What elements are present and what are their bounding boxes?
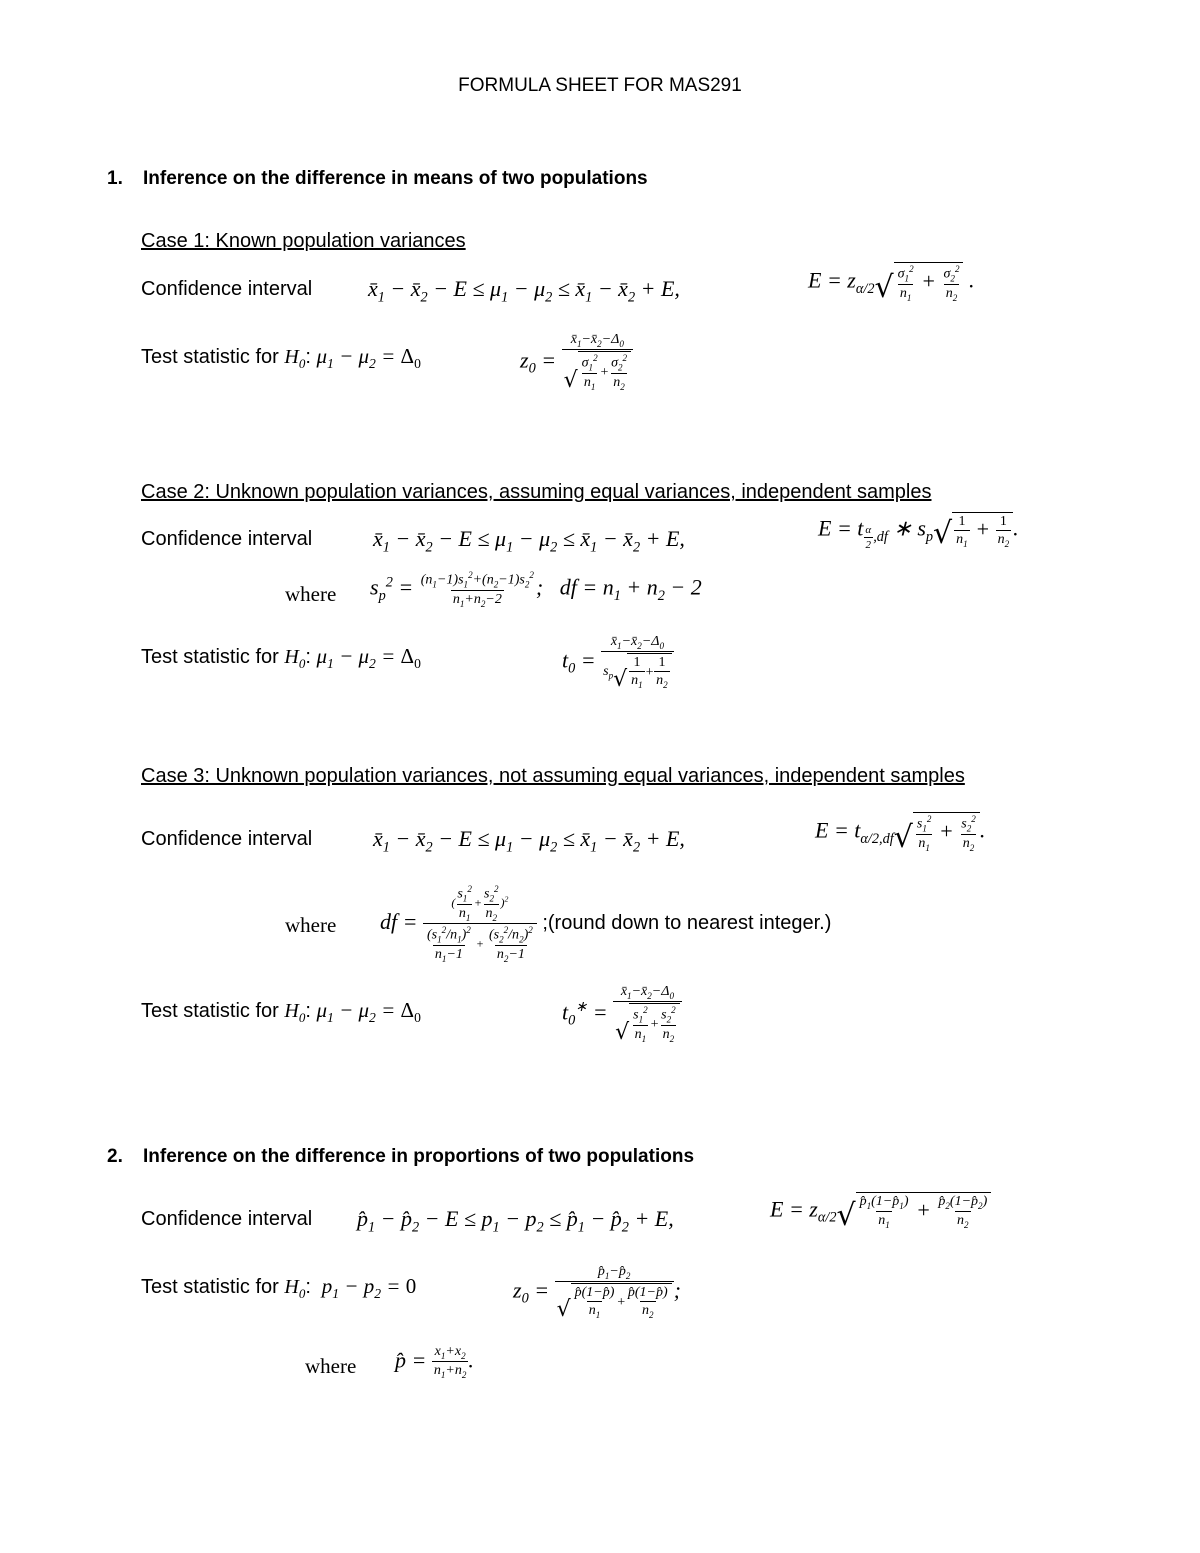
case-3-title: Case 3: Unknown population variances, not assuming equal variances, independent samples [141, 765, 965, 787]
case-3-ts-label-text: Test statistic for [141, 1000, 279, 1022]
section-2-margin-formula: $E = z_{\alpha/2}$ √ $\frac{p̂_1(1-p̂_1)}{n_1}$ + $\frac{p̂_2(1-p̂_2)}{n_2}$ [770, 1192, 991, 1231]
case-3-where: where [285, 913, 337, 937]
case-3-ci-formula: $x̄_1$ − $x̄_2 - E \le \mu_1 - \mu_2$ ≤ $x̄_1$ − $x̄_2 + E$, [373, 826, 685, 856]
case-2-pooled-variance: $s_p^2$ = $\frac{(n_1-1)s_1^2+(n_2-1)s_2^2}{n_1+n_2-2}$ ; df = $n_1 + n_2 - 2$ [370, 570, 702, 609]
case-2-ts-label: Test statistic for $H_0$: $\mu_1 - \mu_2 = \Delta_0$ [141, 644, 421, 672]
case-1-ts-label: Test statistic for $H_0$: $\mu_1 - \mu_2 = \Delta_0$ [141, 344, 421, 372]
case-3-df-formula: df = ( $\frac{s_1^2}{n_1}$ + $\frac{s_2^2}{n_2}$ )$^2$ $\frac{(s_1^2/n_1)^2}{n_1-1}$ + $\frac{(s_2^2/n_2)^2}{n_2-1}$ ;(round down to nearest integer.) [380, 884, 832, 964]
case-3-test-statistic: $t_0^∗$ = $x̄_1-x̄_2-\Delta_0$ √ $\frac{s_1^2}{n_1}$ + $\frac{s_2^2}{n_2}$ [562, 984, 682, 1044]
case-3-margin-formula: $E = t_{\alpha/2,df}$ √ $\frac{s_1^2}{n_1}$ + $\frac{s_2^2}{n_2}$ . [815, 814, 986, 856]
section-2-ts-label: Test statistic for $H_0$: $p_1 - p_2 = 0$ [141, 1274, 417, 1302]
section-2-where: where [305, 1354, 357, 1378]
case-1-ts-label-text: Test statistic for [141, 346, 279, 368]
case-2-test-statistic: $t_0$ = $x̄_1-x̄_2-\Delta_0$ $s_p$ √ $\frac{1}{n_1}$ + $\frac{1}{n_2}$ [562, 634, 674, 691]
section-1-heading [107, 168, 648, 190]
page-title: FORMULA SHEET FOR MAS291 [458, 75, 742, 96]
case-2-ci-label: Confidence interval [141, 528, 313, 550]
section-2-ts-label-text: Test statistic for [141, 1276, 279, 1298]
case-3-ts-label: Test statistic for $H_0$: $\mu_1 - \mu_2 = \Delta_0$ [141, 998, 421, 1026]
case-3-ci-label: Confidence interval [141, 828, 313, 850]
section-1-title: Inference on the difference in means of two populations [143, 168, 648, 189]
section-2-ci-formula: $p̂_1$ − $p̂_2 - E \le p_1 - p_2$ ≤ $p̂_1$ − $p̂_2 + E$, [357, 1206, 674, 1236]
section-2-heading [107, 1146, 694, 1168]
case-3-round-note: ;(round down to nearest integer.) [542, 912, 832, 935]
case-2-ts-label-text: Test statistic for [141, 646, 279, 668]
case-2-margin-formula: E = t $_{\frac{\alpha}{2} ,df}$ ∗ $s_p$ √ $\frac{1}{n_1}$ + $\frac{1}{n_2}$ . [818, 514, 1019, 552]
section-2-pooled-proportion: p̂ = $\frac{x_1+x_2}{n_1+n_2}$ . [395, 1344, 474, 1381]
case-1-ci-label: Confidence interval [141, 278, 313, 300]
case-2-ci-formula: $x̄_1$ − $x̄_2 - E \le \mu_1 - \mu_2$ ≤ $x̄_1$ − $x̄_2 + E$, [373, 526, 685, 556]
section-2-ci-label: Confidence interval [141, 1208, 313, 1230]
section-1-number: 1. [107, 168, 123, 189]
section-2-test-statistic: $z_0$ = $p̂_1-p̂_2$ √ $\frac{p̂(1-p̂)}{n_1}$ + $\frac{p̂(1-p̂)}{n_2}$ ; [513, 1264, 681, 1322]
section-2-title: Inference on the difference in proportions of two populations [143, 1146, 695, 1167]
case-1-title: Case 1: Known population variances [141, 230, 466, 252]
case-2-title: Case 2: Unknown population variances, assuming equal variances, independent samples [141, 481, 932, 503]
case-1-ci-formula: $x̄_1$ − $x̄_2 - E \le \mu_1 - \mu_2$ ≤ $x̄_1$ − $x̄_2 + E$, [368, 276, 680, 306]
case-1-margin-formula: $E = z_{\alpha/2}$ √ $\frac{\sigma_1^2}{n_1}$ + $\frac{\sigma_2^2}{n_2}$ . [808, 264, 975, 306]
case-2-where: where [285, 582, 337, 606]
case-1-test-statistic: $z_0$ = $x̄_1-x̄_2-\Delta_0$ √ $\frac{\sigma_1^2}{n_1}$ + $\frac{\sigma_2^2}{n_2}$ [520, 332, 633, 392]
section-2-number: 2. [107, 1146, 123, 1167]
